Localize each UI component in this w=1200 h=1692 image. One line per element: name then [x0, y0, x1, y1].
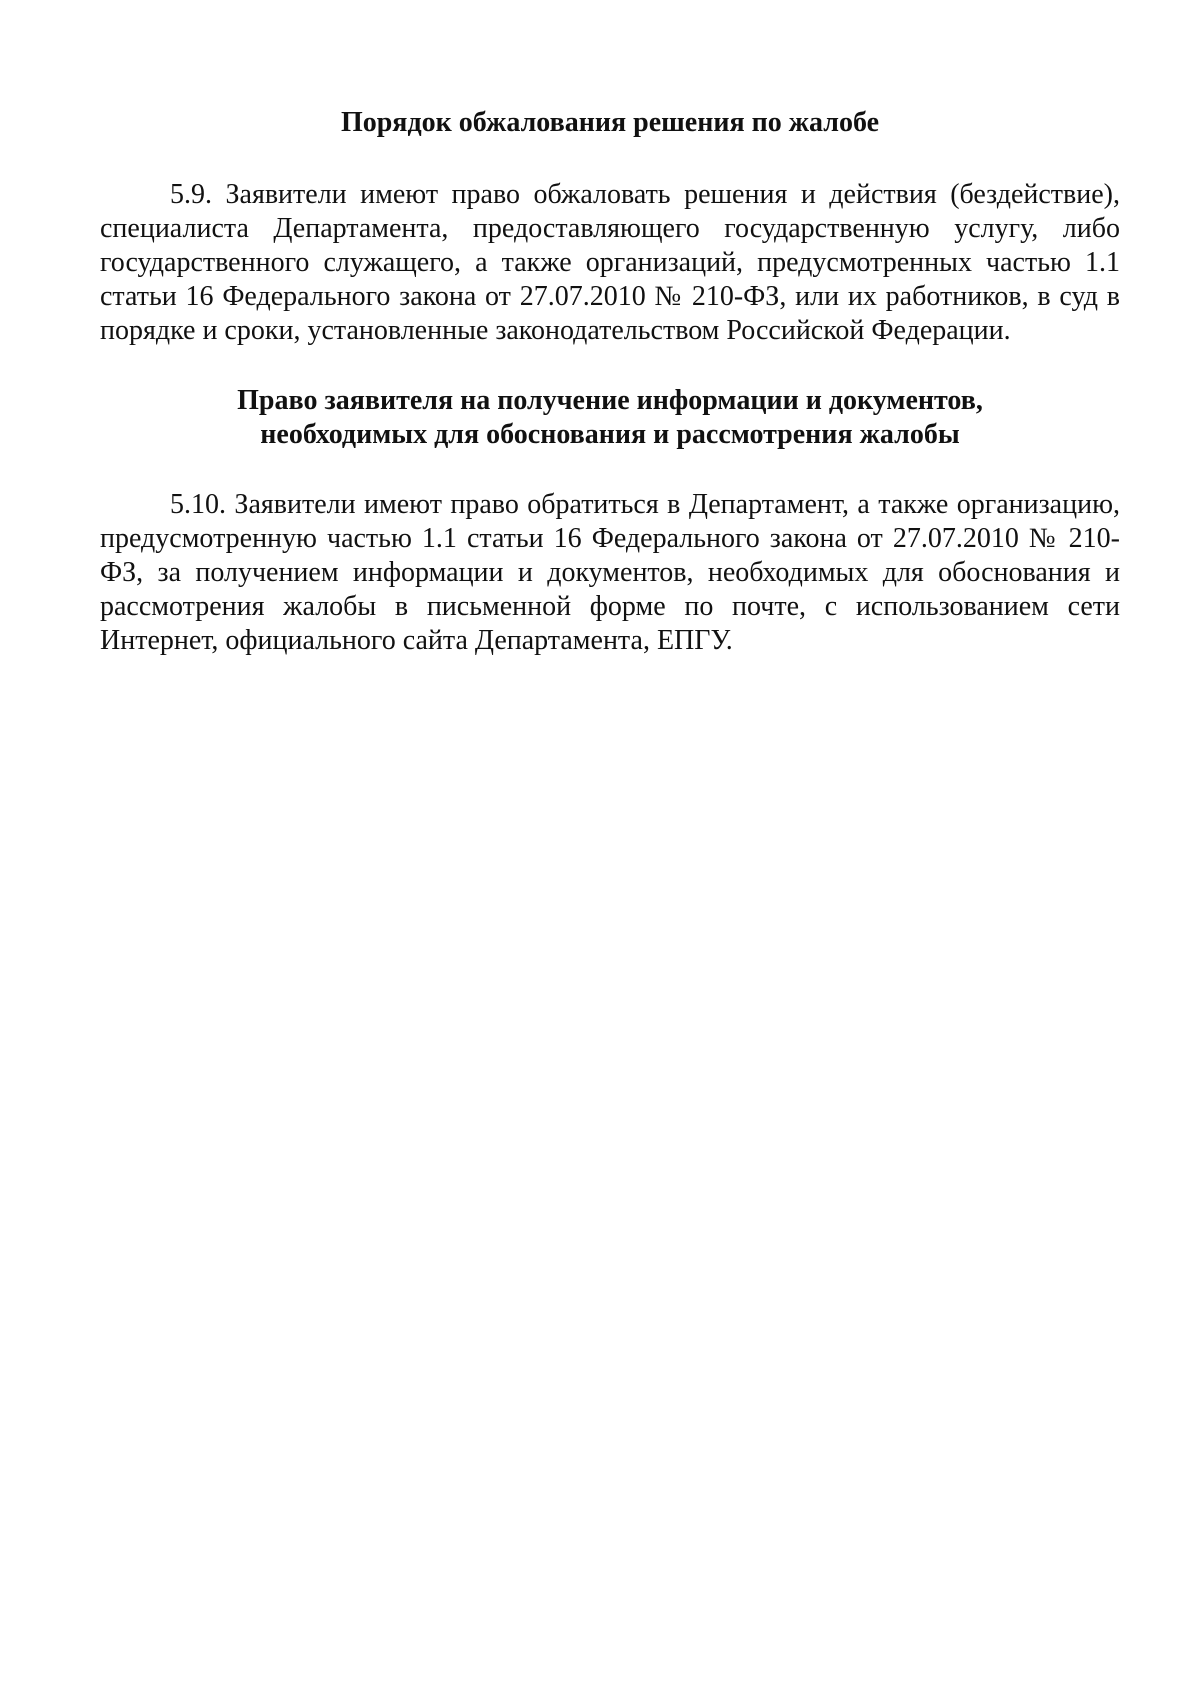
section-heading-appeal-procedure: Порядок обжалования решения по жалобе [340, 107, 880, 138]
heading-line-2: необходимых для обоснования и рассмотрения жалобы [260, 419, 960, 450]
paragraph-5-10: 5.10. Заявители имеют право обратиться в Департамент, а также организацию, предусмотренную частью 1.1 статьи 16 Федерального закона от 27.07.2010 № 210-ФЗ, за получением информации и документов, необходимых для обоснования и рассмотрения жалобы в письменной форме по почте, с использованием сети Интернет, официального сайта Департамента, ЕПГУ. [100, 489, 1120, 656]
paragraph-5-9: 5.9. Заявители имеют право обжаловать решения и действия (бездействие), специалиста Департамента, предоставляющего государственную услугу, либо государственного служащего, а также организаций, предусмотренных частью 1.1 статьи 16 Федерального закона от 27.07.2010 № 210-ФЗ, или их работников, в суд в порядке и сроки, установленные законодательством Российской Федерации. [100, 179, 1120, 346]
heading-line-1: Право заявителя на получение информации и документов, [237, 385, 983, 416]
section-heading-right-to-information [100, 384, 1120, 452]
